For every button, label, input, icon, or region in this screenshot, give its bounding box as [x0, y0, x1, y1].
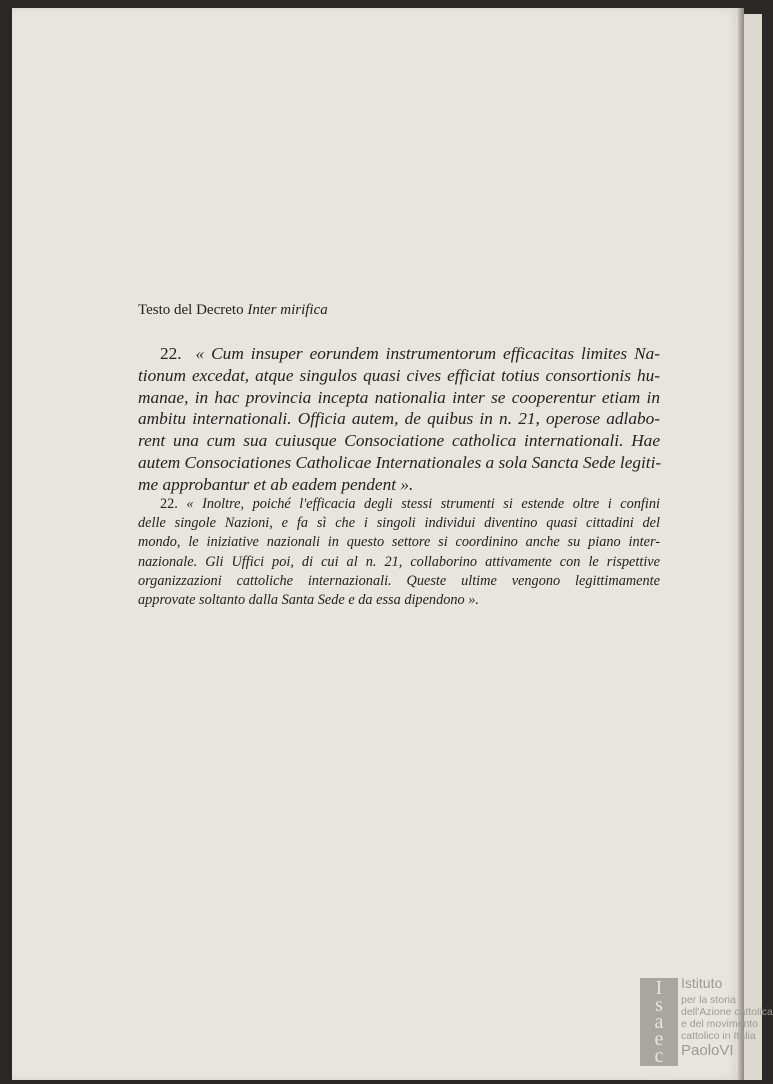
paragraph-line: tionum excedat, atque singulos quasi cives efficiat totius consortionis hu- [138, 365, 660, 385]
paragraph-line: organizzazioni cattoliche internazionali. Queste ultime vengono legittimamente [138, 572, 660, 589]
next-page-edge [744, 14, 762, 1080]
paragraph-number: 22. [160, 496, 178, 512]
paragraph-line: me approbantur et ab eadem pendent ». [138, 474, 414, 494]
paragraph-line: ambitu internationali. Officia autem, de quibus in n. 21, operose adlabo- [138, 409, 660, 429]
running-head-prefix: Testo del Decreto [138, 302, 244, 318]
latin-paragraph [138, 343, 660, 496]
paragraph-line: rent una cum sua cuiusque Consociatione catholica internationali. Hae [138, 431, 660, 451]
paragraph-line: 22. « Cum insuper eorundem instrumentorum efficacitas limites Na- [160, 344, 661, 363]
paragraph-line: autem Consociationes Catholicae Internationales a sola Sancta Sede legiti- [138, 452, 662, 472]
paragraph-line: mondo, le iniziative nazionali in questo settore si coordinino anche su piano inter- [138, 534, 660, 551]
paragraph-line: approvate soltanto dalla Santa Sede e da essa dipendono ». [138, 592, 479, 609]
paragraph-line: delle singole Nazioni, e fa sì che i singoli individui diventino quasi cittadini del [138, 515, 660, 532]
isacem-monogram: I s a e c m [640, 978, 678, 1066]
italian-paragraph [138, 495, 660, 610]
paragraph-line: 22. « Inoltre, poiché l'efficacia degli stessi strumenti si estende oltre i confini [160, 496, 660, 512]
paragraph-number: 22. [160, 344, 182, 363]
isacem-watermark-logo: I s a e c m Istituto per la storia dell'Azione cattolica e del movimento cattolico in Italia PaoloVI [638, 978, 760, 1068]
paragraph-line: nazionale. Gli Uffici poi, di cui al n. 21, collaborino attivamente con le rispettive [138, 553, 660, 570]
running-head-title: Inter mirifica [247, 302, 328, 318]
paragraph-line: manae, in hac provincia incepta nationalia inter se cooperentur etiam in [138, 387, 660, 407]
running-head [138, 302, 328, 319]
